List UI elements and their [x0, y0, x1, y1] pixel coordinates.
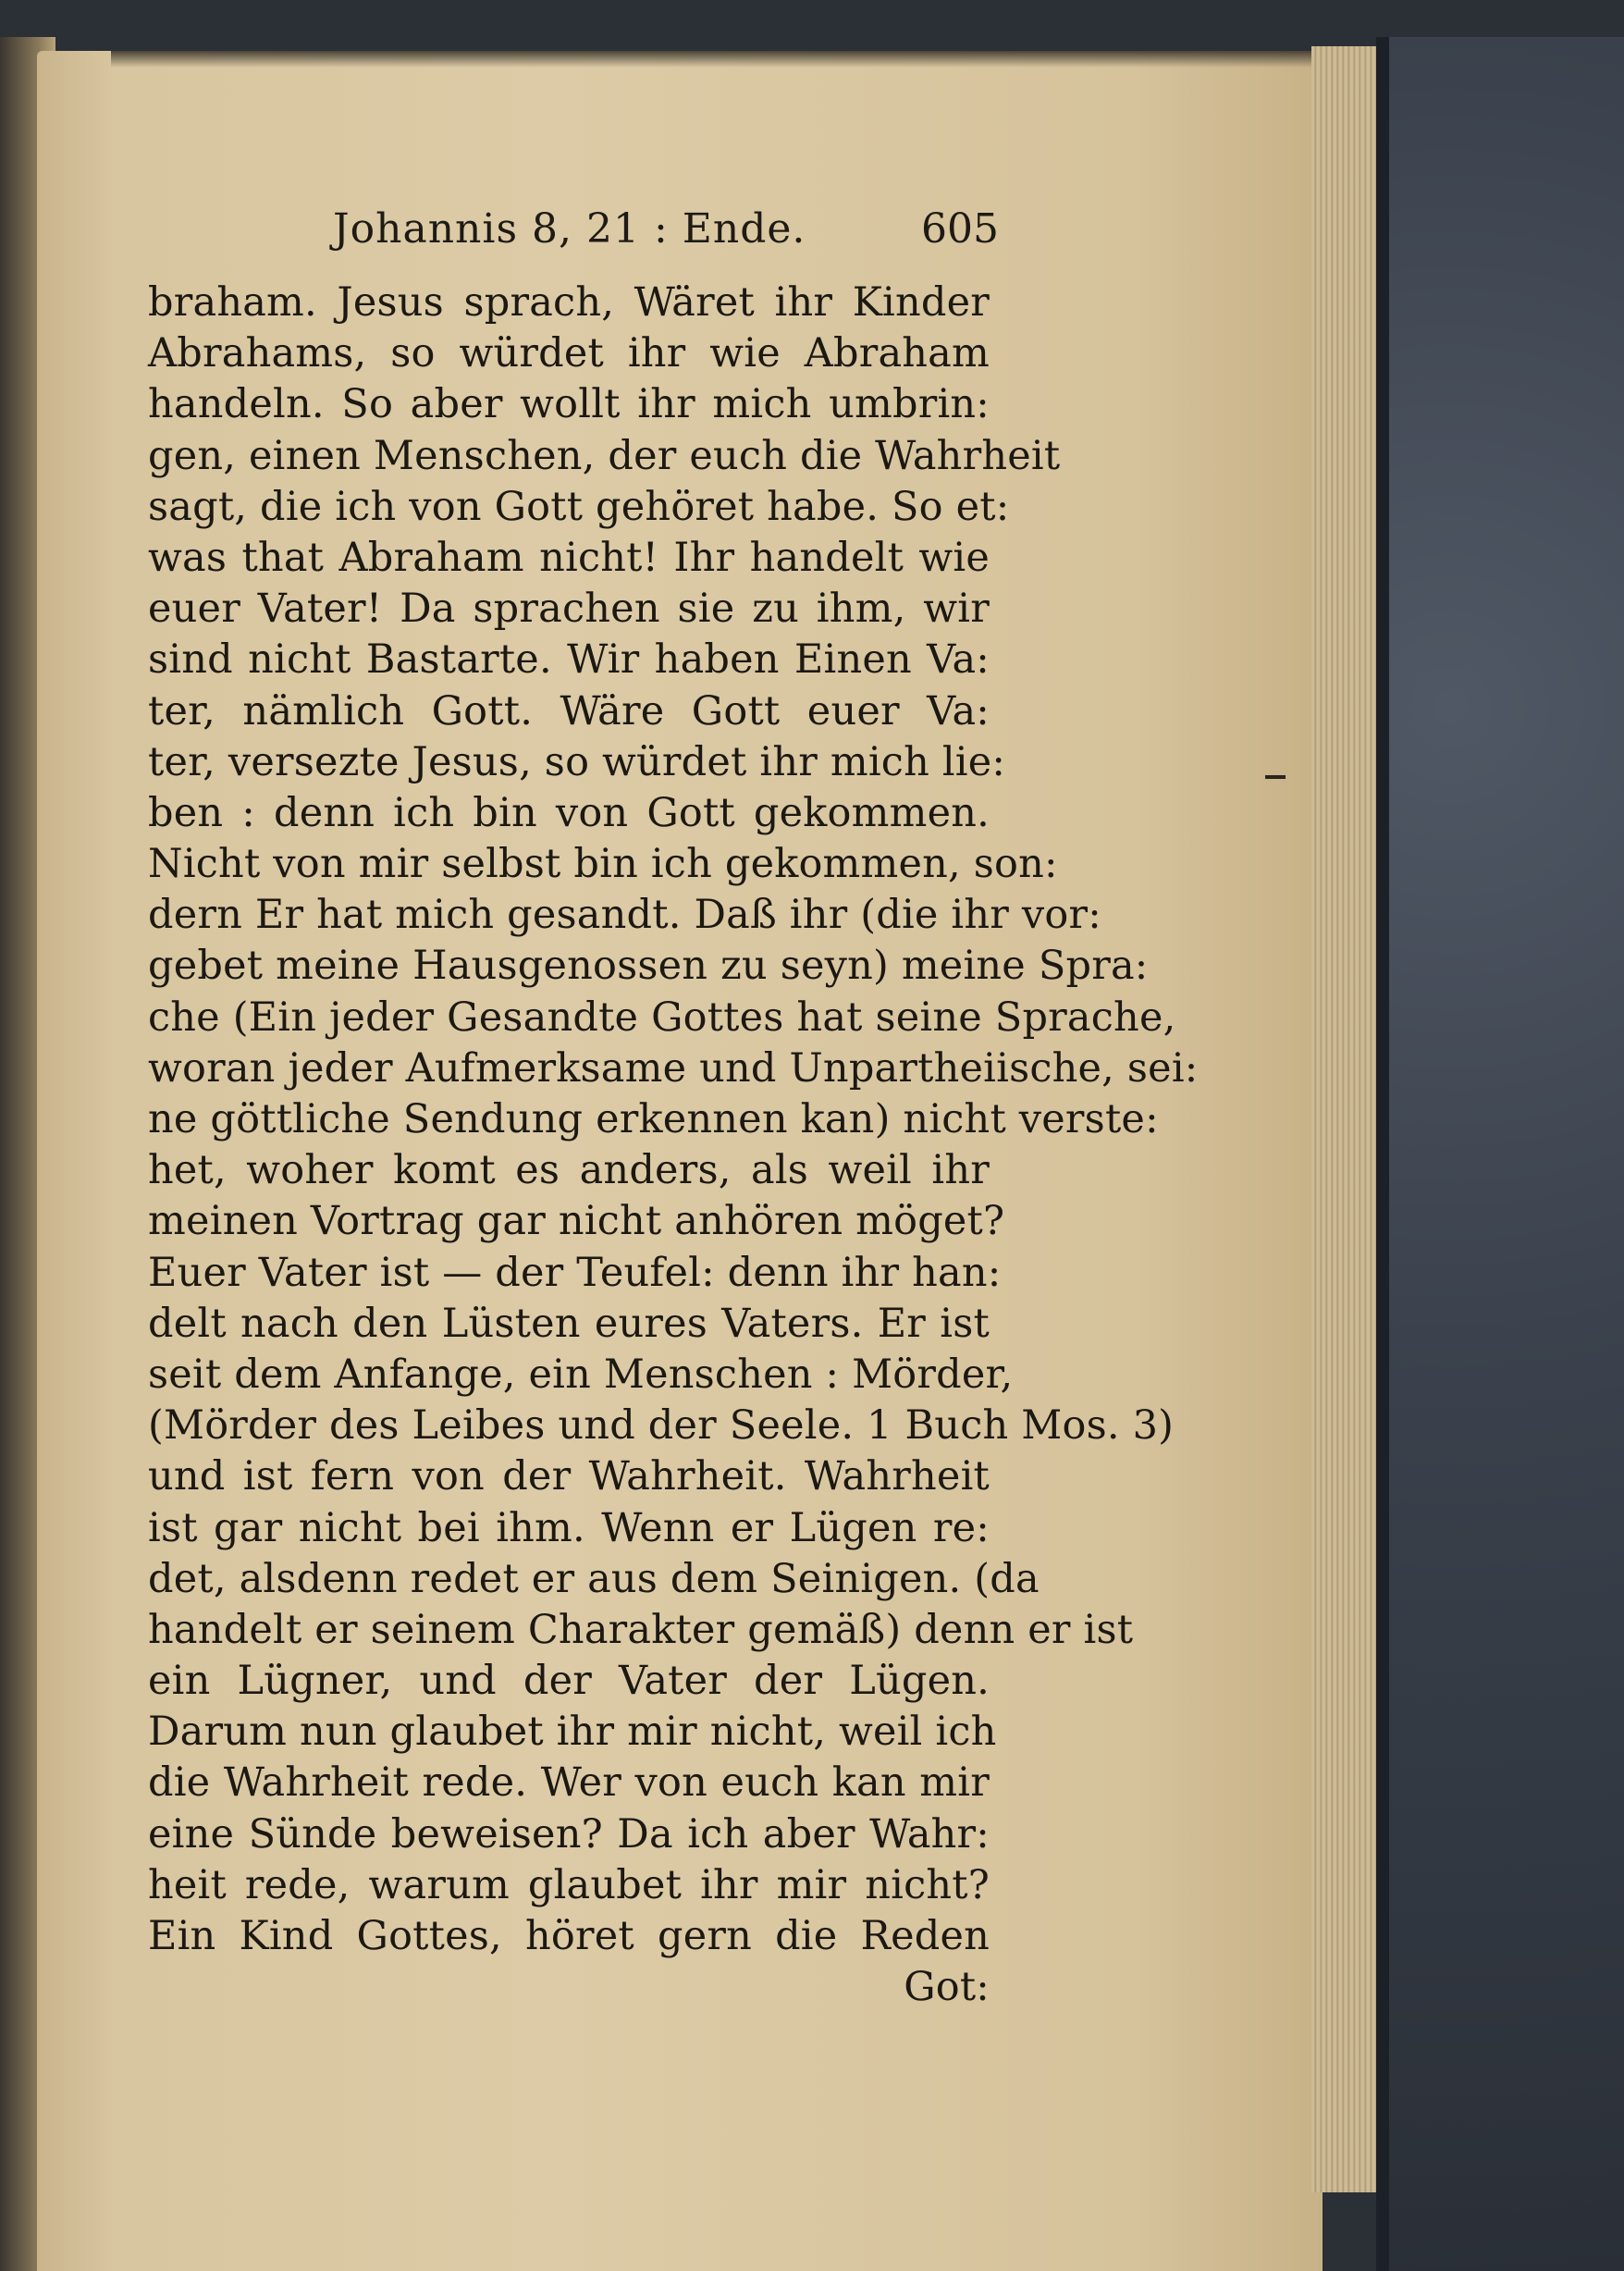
text-line: was that Abraham nicht! Ihr handelt wie	[148, 534, 990, 581]
text-line: Ein Kind Gottes, höret gern die Reden	[148, 1913, 990, 1959]
text-line: woran jeder Aufmerksame und Unpartheiische, sei:	[148, 1044, 1199, 1092]
text-line: handelt er seinem Charakter gemäß) denn er ist	[148, 1606, 1134, 1653]
text-line: ter, versezte Jesus, so würdet ihr mich lie:	[148, 738, 1006, 785]
book-cover	[1376, 37, 1624, 2271]
page-number: 605	[921, 205, 999, 253]
text-line: Darum nun glaubet ihr mir nicht, weil ich	[148, 1709, 997, 1756]
cover-edge	[1376, 37, 1389, 2271]
page-fore-edge	[1311, 46, 1376, 2192]
text-line: ben : denn ich bin von Gott gekommen.	[148, 789, 990, 836]
text-line: sind nicht Bastarte. Wir haben Einen Va:	[148, 636, 990, 684]
text-line: die Wahrheit rede. Wer von euch kan mir	[148, 1759, 990, 1807]
text-line: braham. Jesus sprach, Wäret ihr Kinder	[148, 279, 990, 326]
text-line: handeln. So aber wollt ihr mich umbrin:	[148, 381, 990, 428]
text-line: Nicht von mir selbst bin ich gekommen, son:	[148, 841, 1058, 888]
text-line: che (Ein jeder Gesandte Gottes hat seine Sprache,	[148, 994, 1176, 1041]
page-top-shadow	[111, 51, 1313, 68]
text-line: euer Vater! Da sprachen sie zu ihm, wir	[148, 586, 990, 633]
text-line: ter, nämlich Gott. Wäre Gott euer Va:	[148, 687, 990, 734]
running-header	[333, 205, 999, 270]
margin-mark	[1265, 775, 1286, 779]
text-line: ne göttliche Sendung erkennen kan) nicht verste:	[148, 1096, 1159, 1142]
text-line: delt nach den Lüsten eures Vaters. Er ist	[148, 1300, 990, 1347]
text-line: sagt, die ich von Gott gehöret habe. So et:	[148, 483, 1010, 530]
running-title: Johannis 8, 21 : Ende.	[333, 205, 806, 253]
body-text	[148, 278, 1199, 2013]
text-line: ein Lügner, und der Vater der Lügen.	[148, 1658, 990, 1705]
text-line: meinen Vortrag gar nicht anhören möget?	[148, 1198, 1005, 1245]
text-line: het, woher komt es anders, als weil ihr	[148, 1147, 990, 1194]
text-line: und ist fern von der Wahrheit. Wahrheit	[148, 1453, 990, 1500]
text-line: Euer Vater ist — der Teufel: denn ihr han:	[148, 1249, 1002, 1296]
text-line: ist gar nicht bei ihm. Wenn er Lügen re:	[148, 1504, 990, 1551]
text-line: (Mörder des Leibes und der Seele. 1 Buch Mos. 3)	[148, 1402, 1175, 1450]
text-line: gen, einen Menschen, der euch die Wahrheit	[148, 432, 1061, 479]
text-line: seit dem Anfange, ein Menschen : Mörder,	[148, 1351, 1014, 1398]
catchword: Got:	[904, 1964, 990, 2011]
text-line: heit rede, warum glaubet ihr mir nicht?	[148, 1861, 990, 1908]
text-line: Abrahams, so würdet ihr wie Abraham	[148, 330, 990, 377]
text-line: eine Sünde beweisen? Da ich aber Wahr:	[148, 1810, 990, 1858]
text-line: det, alsdenn redet er aus dem Seinigen. (da	[148, 1555, 1040, 1602]
text-line: gebet meine Hausgenossen zu seyn) meine Spra:	[148, 943, 1149, 990]
text-line: dern Er hat mich gesandt. Daß ihr (die ihr vor:	[148, 892, 1101, 939]
